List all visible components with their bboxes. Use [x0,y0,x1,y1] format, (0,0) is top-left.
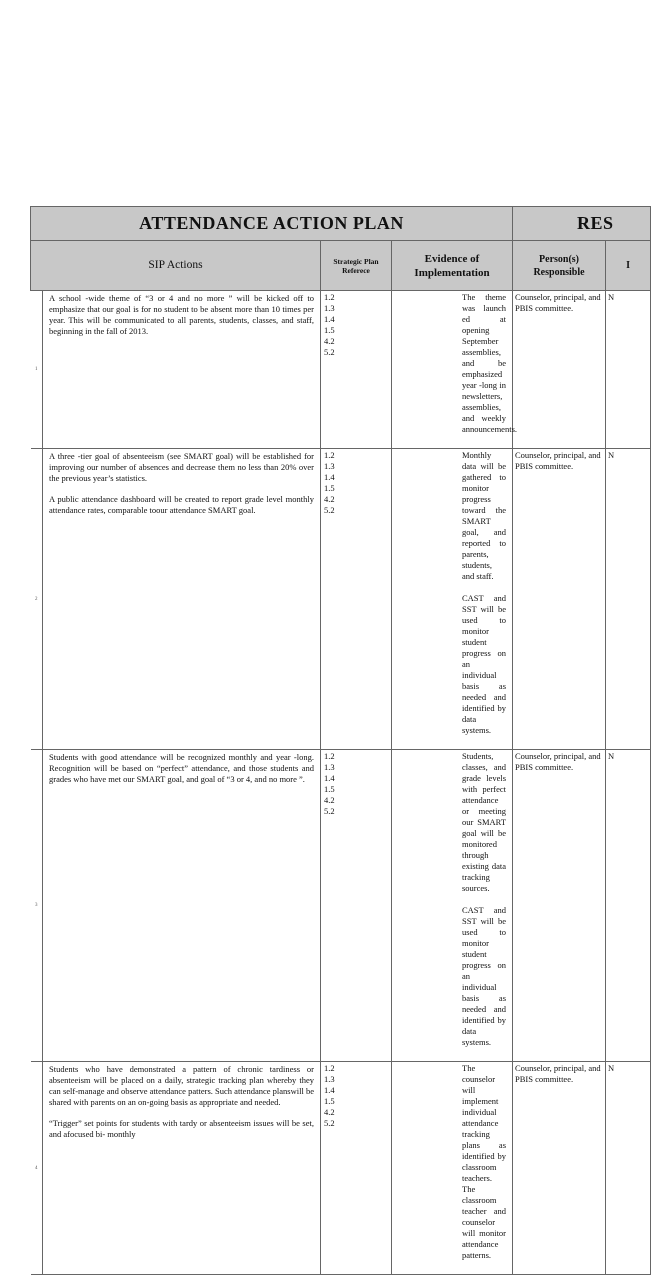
ref-item: 4.2 [324,1107,335,1117]
evidence-paragraph: CAST and SST will be used to monitor student progress on an individual basis as needed and identified by data systems. [462,905,507,1047]
ref-item: 5.2 [324,347,335,357]
ref-item: 1.4 [324,1085,335,1095]
person-responsible-cell: Counselor, principal, and PBIS committee. [513,750,606,1062]
ref-item: 1.4 [324,472,335,482]
ref-item: 4.2 [324,336,335,346]
ref-item: 1.2 [324,1063,335,1073]
cut-off-cell: N [606,1062,651,1275]
table-row [31,449,651,750]
strategic-refs-cell [321,449,392,750]
ref-item: 4.2 [324,494,335,504]
ref-item: 1.2 [324,292,335,302]
person-responsible-cell: Counselor, principal, and PBIS committee. [513,291,606,449]
evidence-cell [392,750,513,1062]
ref-item: 1.3 [324,461,335,471]
cut-off-cell: N [606,750,651,1062]
row-number: 3 [31,750,43,1062]
table-row [31,1062,651,1275]
ref-item: 1.5 [324,483,335,493]
strategic-refs-cell [321,1062,392,1275]
action-paragraph: A school -wide theme of “3 or 4 and no more ” will be kicked off to emphasize that our goal is for no student to be absent more than 10 times per year. This will be communicated to all parents, students, classes, and staff, beginning in the fall of 2013. [49,293,314,336]
ref-item: 1.2 [324,450,335,460]
ref-item: 1.2 [324,751,335,761]
evidence-paragraph: The counselor will implement individual attendance tracking plans as identified by classroom teachers. The classroom teacher and counselor will monitor attendance patterns. [462,1063,507,1260]
action-paragraph: A public attendance dashboard will be created to report grade level monthly attendance rates, comparable toour attendance SMART goal. [49,494,314,515]
strategic-refs-cell [321,750,392,1062]
row-number: 4 [31,1062,43,1275]
row-number: 1 [31,291,43,449]
ref-item: 5.2 [324,806,335,816]
action-paragraph: A three -tier goal of absenteeism (see SMART goal) will be established for improving our number of absences and decrease them no less than 20% over the previous year’s statistics. [49,451,314,483]
sip-action-cell [43,449,321,750]
action-paragraph: Students who have demonstrated a pattern of chronic tardiness or absenteeism will be placed on a daily, strategic tracking plan whereby they can self-manage and observe attendance patters. Such attendance planswill be shared with parents on an on-going basis as appropriate and needed. [49,1064,314,1107]
table-row [31,291,651,449]
cut-off-cell: N [606,291,651,449]
ref-item: 1.5 [324,784,335,794]
header-sip-actions: SIP Actions [31,241,321,291]
ref-item: 4.2 [324,795,335,805]
evidence-cell [392,449,513,750]
evidence-paragraph: The theme was launch ed at opening September assemblies, and be emphasized year -long in newsletters, assemblies, and weekly announcements. [462,292,517,434]
evidence-paragraph: Students, classes, and grade levels with perfect attendance or meeting our SMART goal will be monitored through existing data tracking sources. [462,751,507,893]
sip-action-cell [43,750,321,1062]
person-responsible-cell: Counselor, principal, and PBIS committee. [513,1062,606,1275]
action-paragraph: Students with good attendance will be recognized monthly and year -long. Recognition will be based on “perfect” attendance, and those students and grades who have met our SMART goal, and goal of “3 or 4, and no more ”. [49,752,314,784]
action-paragraph: “Trigger” set points for students with tardy or absenteeism issues will be set, and afocused bi- monthly [49,1118,314,1139]
sip-action-cell [43,291,321,449]
evidence-paragraph: Monthly data will be gathered to monitor progress toward the SMART goal, and reported to parents, students, and staff. [462,450,507,581]
ref-item: 5.2 [324,1118,335,1128]
row-number: 2 [31,449,43,750]
results-title: RES [513,207,651,241]
plan-title: ATTENDANCE ACTION PLAN [31,207,513,241]
ref-item: 1.4 [324,314,335,324]
table-row [31,750,651,1062]
strategic-refs-cell [321,291,392,449]
ref-item: 1.3 [324,1074,335,1084]
ref-item: 1.3 [324,762,335,772]
ref-item: 1.5 [324,1096,335,1106]
header-cut-off-column: I [606,241,651,291]
ref-item: 1.5 [324,325,335,335]
person-responsible-cell: Counselor, principal, and PBIS committee. [513,449,606,750]
attendance-action-plan-table [30,206,651,1275]
evidence-cell [392,1062,513,1275]
header-persons-responsible: Person(s) Responsible [513,241,606,291]
header-evidence-of-implementation: Evidence of Implementation [392,241,513,291]
evidence-paragraph: CAST and SST will be used to monitor student progress on an individual basis as needed and identified by data systems. [462,593,507,735]
evidence-cell [392,291,517,449]
page-top-margin [0,0,618,206]
ref-item: 1.3 [324,303,335,313]
cut-off-cell: N [606,449,651,750]
sip-action-cell [43,1062,321,1275]
header-strategic-plan-reference: Strategic Plan Referece [321,241,392,291]
ref-item: 1.4 [324,773,335,783]
ref-item: 5.2 [324,505,335,515]
